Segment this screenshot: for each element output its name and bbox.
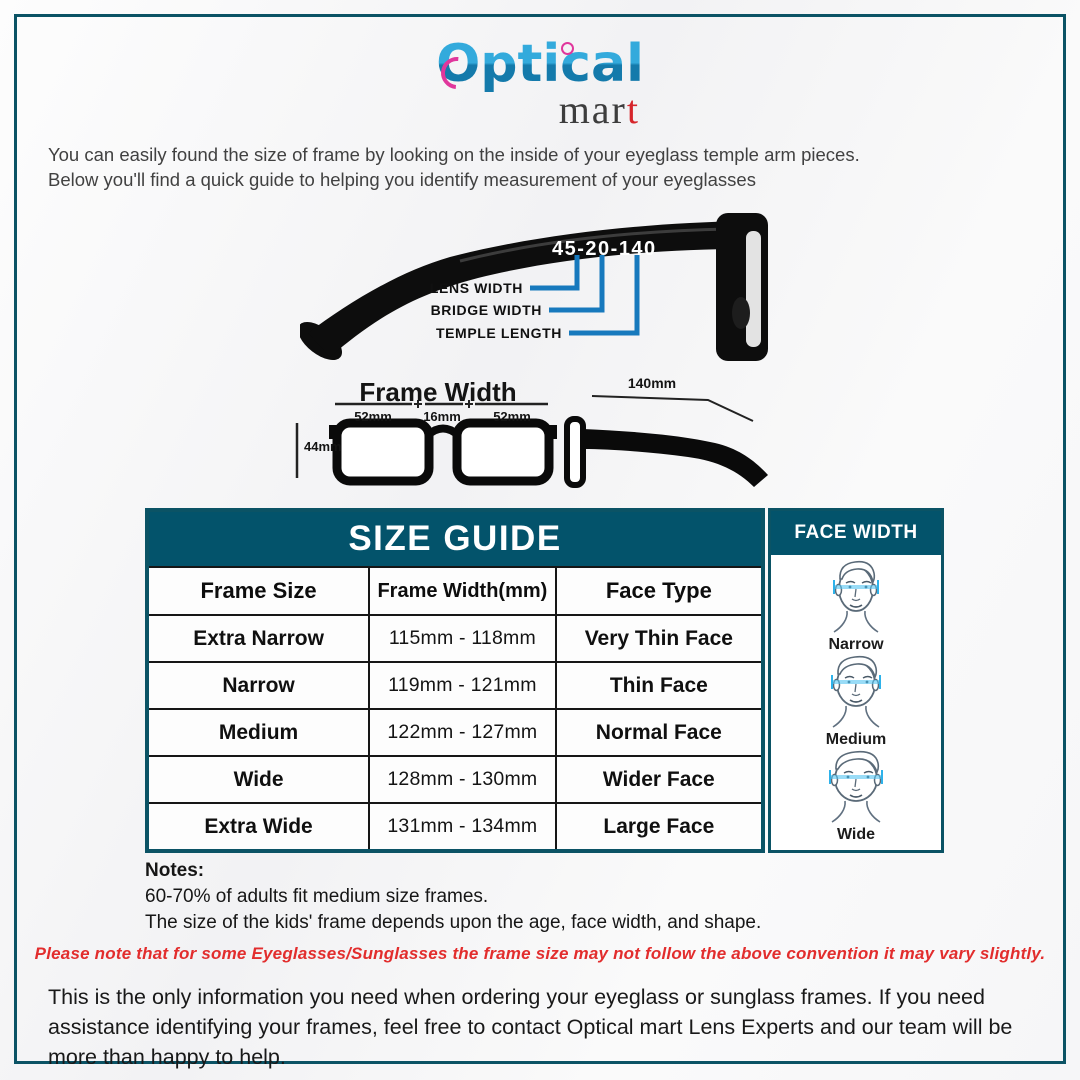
table-cell-face: Very Thin Face [557,614,761,661]
disclaimer-text: Please note that for some Eyeglasses/Sunglasses the frame size may not follow the above convention it may vary slightly. [34,944,1046,963]
notes-section [145,858,761,936]
table-cell-face: Thin Face [557,661,761,708]
size-guide-grid [149,566,761,849]
face-label-narrow: Narrow [828,636,884,653]
table-cell-size: Extra Wide [149,802,370,849]
logo-optical: Optical [425,34,655,94]
face-figure-wide [821,749,891,844]
frame-width-title: Frame Width [359,377,517,407]
table-cell-range: 131mm - 134mm [370,802,557,849]
narrow-face-icon [821,559,891,635]
table-cell-size: Wide [149,755,370,802]
table-cell-range: 122mm - 127mm [370,708,557,755]
temple-arm-diagram [300,205,780,370]
logo-mart [500,86,640,133]
table-cell-face: Normal Face [557,708,761,755]
table-cell-face: Large Face [557,802,761,849]
bridge-width-label: BRIDGE WIDTH [430,302,542,318]
table-cell-range: 119mm - 121mm [370,661,557,708]
temple-length-label: TEMPLE LENGTH [435,325,562,341]
face-width-panel [768,508,944,853]
lens-width-label: LENS WIDTH [429,280,523,296]
column-header-face-type: Face Type [557,566,761,614]
face-label-medium: Medium [825,731,887,748]
frame-size-code: 45-20-140 [552,238,657,260]
face-width-title: FACE WIDTH [771,511,941,555]
logo-mart-text: mar [558,87,627,132]
frame-width-diagram [290,373,790,505]
notes-line-1: 60-70% of adults fit medium size frames. [145,886,489,907]
intro-line-2: Below you'll find a quick guide to helping you identify measurement of your eyeglasses [48,169,756,190]
intro-text [48,142,988,192]
logo-mart-accent-letter: t [626,87,640,132]
table-cell-face: Wider Face [557,755,761,802]
lens-width-right-value: 52mm [493,409,531,424]
notes-heading: Notes: [145,860,205,881]
size-guide-title: SIZE GUIDE [149,512,761,566]
lens-width-left-value: 52mm [354,409,392,424]
medium-face-icon [821,654,891,730]
wide-face-icon [821,749,891,825]
table-cell-size: Narrow [149,661,370,708]
face-width-body [771,555,941,850]
table-cell-range: 115mm - 118mm [370,614,557,661]
face-figure-medium [821,654,891,749]
face-figure-narrow [821,559,891,654]
table-cell-size: Medium [149,708,370,755]
bridge-width-value: 16mm [423,409,461,424]
logo-i-dot-accent [561,42,574,55]
column-header-frame-width: Frame Width(mm) [370,566,557,614]
column-header-frame-size: Frame Size [149,566,370,614]
footer-text: This is the only information you need when ordering your eyeglass or sunglass frames. If you need assistance identifying your frames, feel free to contact Optical mart Lens Experts and our team will be more than happy to help. [48,985,1013,1069]
face-label-wide: Wide [836,826,876,843]
table-cell-size: Extra Narrow [149,614,370,661]
size-guide-table [145,508,765,853]
lens-height-value: 44mm [304,439,342,454]
intro-line-1: You can easily found the size of frame by looking on the inside of your eyeglass temple arm pieces. [48,144,860,165]
notes-line-2: The size of the kids' frame depends upon the age, face width, and shape. [145,912,762,933]
temple-length-value: 140mm [627,375,677,391]
table-cell-range: 128mm - 130mm [370,755,557,802]
